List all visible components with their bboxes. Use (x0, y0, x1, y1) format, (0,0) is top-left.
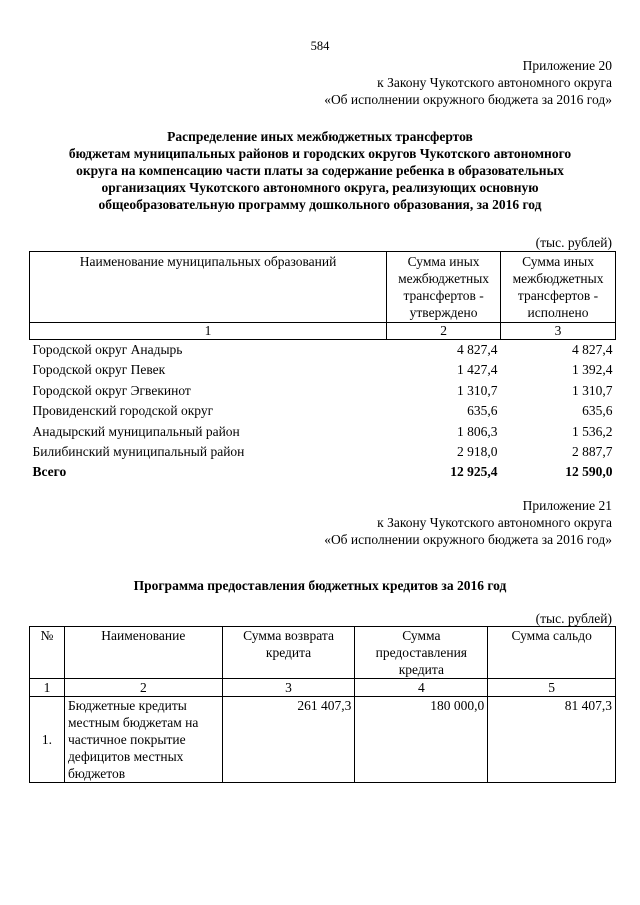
column-number-row (30, 323, 616, 340)
total-executed: 12 590,0 (565, 464, 613, 480)
column-number-row (30, 679, 616, 697)
header-provide-line: Сумма (402, 628, 441, 643)
appendix-20-line3: «Об исполнении окружного бюджета за 2016 год» (324, 92, 612, 107)
credit-name (64, 697, 222, 783)
header-municipality-name: Наименование муниципальных образований (30, 252, 387, 323)
municipality-name: Провиденский городской округ (32, 403, 214, 419)
approved-amount: 1 310,7 (457, 382, 498, 398)
header-executed-line: исполнено (527, 305, 589, 320)
approved-amount: 635,6 (467, 403, 498, 419)
provide-amount: 180 000,0 (355, 697, 488, 783)
title-credits (0, 577, 640, 594)
table-row (30, 360, 616, 380)
header-provide-line: кредита (398, 662, 444, 677)
column-number: 3 (501, 323, 616, 340)
header-approved-line: Сумма иных (407, 254, 480, 269)
column-number: 2 (64, 679, 222, 697)
approved-amount: 4 827,4 (457, 342, 498, 357)
page-number: 584 (310, 39, 330, 53)
title-credits-line: Программа предоставления бюджетных кредитов за 2016 год (133, 578, 507, 593)
units-label-2: (тыс. рублей) (535, 611, 612, 626)
header-executed-line: Сумма иных (522, 254, 594, 269)
appendix-20-line2: к Закону Чукотского автономного округа (377, 75, 612, 90)
approved-amount: 1 427,4 (457, 362, 498, 378)
total-label: Всего (32, 464, 67, 480)
column-number: 1 (30, 323, 387, 340)
header-provide-line: предоставления (375, 645, 468, 660)
header-executed (501, 252, 616, 323)
executed-amount: 1 310,7 (572, 382, 613, 398)
municipality-name: Билибинский муниципальный район (32, 444, 245, 460)
table-row (30, 697, 616, 783)
credits-table (29, 626, 616, 783)
header-executed-line: межбюджетных (512, 271, 604, 286)
column-number: 5 (488, 679, 616, 697)
executed-amount: 1 536,2 (572, 423, 613, 439)
column-number: 1 (30, 679, 65, 697)
title-transfers-line4: организациях Чукотского автономного округа, реализующих основную (101, 180, 539, 195)
header-approved-line: утверждено (409, 305, 478, 320)
total-approved: 12 925,4 (450, 464, 498, 480)
table-row (30, 401, 616, 421)
executed-amount: 635,6 (582, 403, 613, 419)
appendix-20-header (324, 57, 612, 108)
executed-amount: 4 827,4 (572, 342, 613, 357)
balance-amount: 81 407,3 (488, 697, 616, 783)
credit-name-line: бюджетов (67, 766, 126, 781)
column-number: 3 (222, 679, 355, 697)
table-total-row (30, 462, 616, 482)
municipality-name: Городской округ Певек (32, 362, 166, 378)
table-row (30, 381, 616, 401)
table-header-row (30, 627, 616, 679)
row-number: 1. (30, 697, 65, 783)
appendix-21-line2: к Закону Чукотского автономного округа (377, 515, 612, 530)
header-approved-line: межбюджетных (398, 271, 490, 286)
header-executed-line: трансфертов - (517, 288, 599, 303)
header-return (222, 627, 355, 679)
executed-amount: 1 392,4 (572, 362, 613, 378)
column-number: 4 (355, 679, 488, 697)
executed-amount: 2 887,7 (572, 444, 613, 460)
credit-name-line: Бюджетные кредиты (67, 698, 187, 713)
table-row (30, 422, 616, 442)
header-approved-line: трансфертов - (403, 288, 484, 303)
column-number: 2 (387, 323, 501, 340)
approved-amount: 2 918,0 (457, 444, 498, 460)
appendix-21-line1: Приложение 21 (522, 498, 612, 513)
transfers-table (29, 251, 616, 483)
approved-amount: 1 806,3 (457, 423, 498, 439)
appendix-21-header (324, 497, 612, 548)
title-transfers (0, 128, 640, 213)
appendix-21-line3: «Об исполнении окружного бюджета за 2016 год» (324, 532, 612, 547)
table-header-row (30, 252, 616, 323)
title-transfers-line2: бюджетам муниципальных районов и городских округов Чукотского автономного (68, 146, 572, 161)
title-transfers-line1: Распределение иных межбюджетных трансфертов (167, 129, 473, 144)
header-return-line: Сумма возврата (243, 628, 334, 643)
header-return-line: кредита (265, 645, 312, 660)
credit-name-line: местным бюджетам на (67, 715, 199, 730)
credit-name-line: дефицитов местных (67, 749, 184, 764)
return-amount: 261 407,3 (222, 697, 355, 783)
title-transfers-line5: общеобразовательную программу дошкольного образования, за 2016 год (98, 197, 542, 212)
appendix-20-line1: Приложение 20 (522, 58, 612, 73)
units-label-1: (тыс. рублей) (535, 235, 612, 250)
municipality-name: Анадырский муниципальный район (32, 423, 240, 439)
table-row (30, 340, 616, 361)
municipality-name: Городской округ Анадырь (32, 342, 183, 357)
title-transfers-line3: округа на компенсацию части платы за содержание ребенка в образовательных (76, 163, 564, 178)
header-provide (355, 627, 488, 679)
header-number: № (30, 627, 65, 679)
header-balance: Сумма сальдо (488, 627, 616, 679)
municipality-name: Городской округ Эгвекинот (32, 382, 191, 398)
header-name: Наименование (64, 627, 222, 679)
table-row (30, 442, 616, 462)
credit-name-line: частичное покрытие (67, 732, 186, 747)
header-approved (387, 252, 501, 323)
